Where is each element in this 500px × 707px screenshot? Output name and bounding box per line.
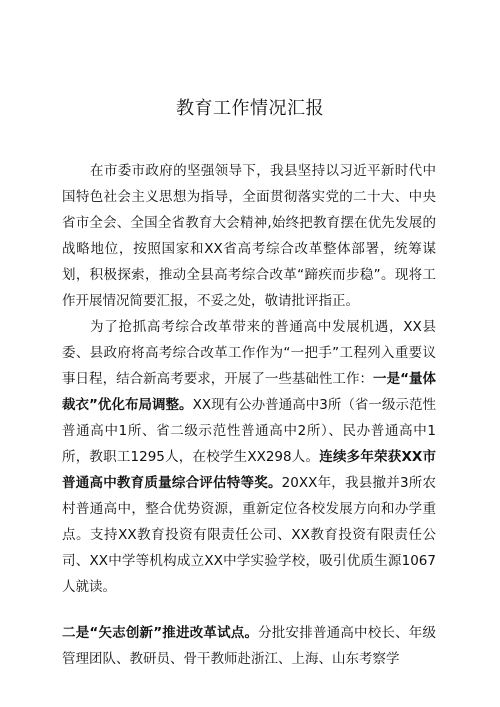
paragraph-text: 分批安排普通高中校长、年级管理团队、教研员、骨干教师赴浙江、上海、山东考察学 <box>62 625 437 667</box>
paragraph-pilot <box>62 620 436 672</box>
section-heading-pilot: 二是“矢志创新”推进改革试点。 <box>62 625 259 641</box>
paragraph-spacer <box>62 600 436 620</box>
paragraph-intro <box>62 158 436 314</box>
highlight-text: 连续多年荣获XX市普通高中教育质量综合评估特等奖。 <box>62 449 436 491</box>
section-heading-layout: 一是“量体裁衣”优化布局调整。 <box>62 371 437 413</box>
document-title: 教育工作情况汇报 <box>176 98 324 119</box>
paragraph-text: 在市委市政府的坚强领导下，我县坚持以习近平新时代中国特色社会主义思想为指导，全面贯彻落实党的二十大、中央省市全会、全国全省教育大会精神,始终把教育摆在优先发展的战略地位，按照国家和XX省高考综合改革整体部署，统筹谋划，积极探索，推动全县高考综合改革“蹄疾而步稳”。现将工作开展情况简要汇报，不妥之处，敬请批评指正。 <box>62 163 436 309</box>
paragraph-measures <box>62 314 436 600</box>
paragraph-text: XX现有公办普通高中3所（省一级示范性普通高中1所、省二级示范性普通高中2所）、民办普通高中1所，教职工1295人，在校学生XX298人。 <box>62 397 436 465</box>
document-body <box>62 158 436 672</box>
paragraph-text: 为了抢抓高考综合改革带来的普通高中发展机遇，XX县委、县政府将高考综合改革工作作为“一把手”工程列入重要议事日程，结合新高考要求，开展了一些基础性工作： <box>62 319 436 387</box>
paragraph-text: 20XX年，我县撤并3所农村普通高中，整合优势资源，重新定位各校发展方向和办学重点。支持XX教育投资有限责任公司、XX教育投资有限责任公司、XX中学等机构成立XX中学实验学校，吸引优质生源1067人就读。 <box>62 475 436 595</box>
